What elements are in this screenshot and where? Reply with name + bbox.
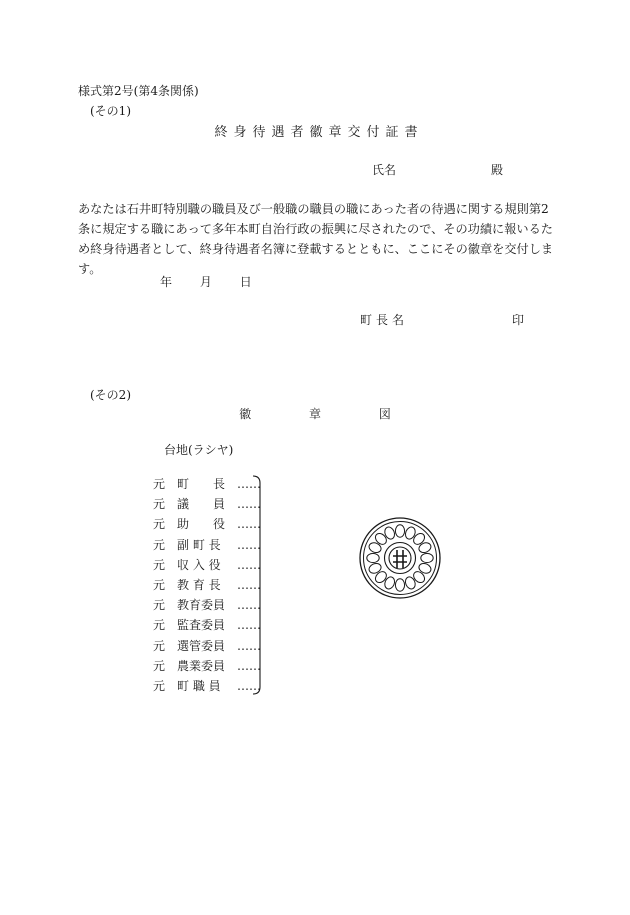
list-item [153, 615, 261, 635]
date-month: 月 [199, 275, 212, 289]
list-item [153, 575, 261, 595]
role-dots: …… [237, 618, 261, 633]
name-honorific: 殿 [491, 163, 504, 177]
part2-label: (その2) [90, 388, 131, 402]
role-dots: …… [237, 477, 261, 491]
role-dots: …… [237, 598, 261, 613]
role-name: 町 職 員 [177, 678, 221, 693]
list-item [153, 555, 261, 575]
role-prefix: 元 [153, 517, 166, 532]
form-id: 様式第2号(第4条関係) [78, 84, 199, 98]
role-name: 教 育 長 [177, 577, 221, 592]
right-brace-icon [250, 474, 266, 696]
role-dots: …… [237, 577, 261, 592]
emblem-petal [395, 579, 404, 591]
seal-mark: 印 [512, 313, 525, 327]
mayor-name-label: 町長名 [360, 313, 409, 327]
emblem-petal [421, 553, 433, 562]
role-name: 収 入 役 [177, 557, 221, 572]
role-dots: …… [237, 497, 261, 512]
role-name: 選管委員 [177, 638, 226, 653]
role-dots: …… [237, 537, 261, 552]
role-name: 町 長 [177, 477, 226, 491]
role-prefix: 元 [153, 598, 166, 613]
role-prefix: 元 [153, 658, 166, 673]
emblem-petal [367, 553, 379, 562]
part1-label: (その1) [90, 104, 131, 118]
certificate-body: あなたは石井町特別職の職員及び一般職の職員の職にあった者の待遇に関する規則第2条に規定する職にあって多年本町自治行政の振興に尽されたので、その功績に報いるため終身待遇者として、終身待遇者名簿に登載するとともに、ここにその徽章を交付します。 [78, 202, 554, 276]
role-name: 助 役 [177, 517, 226, 532]
role-prefix: 元 [153, 618, 166, 633]
base-material-label: 台地(ラシヤ) [164, 443, 234, 457]
role-prefix: 元 [153, 537, 166, 552]
role-prefix: 元 [153, 477, 166, 491]
list-item [153, 656, 261, 676]
role-prefix: 元 [153, 638, 166, 653]
certificate-title: 終身待遇者徽章交付証書 [214, 125, 424, 140]
role-name: 副 町 長 [177, 537, 221, 552]
list-item [153, 595, 261, 615]
role-list [153, 474, 261, 696]
figure-title-char-3: 図 [378, 407, 391, 421]
date-day: 日 [239, 275, 252, 289]
role-prefix: 元 [153, 678, 166, 693]
role-dots: …… [237, 678, 261, 693]
date-year: 年 [160, 275, 173, 289]
role-name: 議 員 [177, 497, 226, 512]
figure-title-char-1: 徽 [239, 407, 252, 421]
list-item [153, 636, 261, 656]
list-item [153, 474, 261, 494]
role-prefix: 元 [153, 557, 166, 572]
figure-title [0, 405, 630, 422]
list-item [153, 535, 261, 555]
role-dots: …… [237, 638, 261, 653]
figure-title-char-2: 章 [308, 407, 321, 421]
role-dots: …… [237, 517, 261, 532]
list-item [153, 676, 261, 696]
chrysanthemum-emblem-icon [358, 516, 442, 600]
role-name: 農業委員 [177, 658, 226, 673]
role-dots: …… [237, 658, 261, 673]
date-line [160, 273, 276, 290]
role-prefix: 元 [153, 577, 166, 592]
list-item [153, 494, 261, 514]
list-item [153, 514, 261, 534]
emblem-petal [395, 525, 404, 537]
role-name: 監査委員 [177, 618, 226, 633]
role-dots: …… [237, 557, 261, 572]
role-prefix: 元 [153, 497, 166, 512]
role-name: 教育委員 [177, 598, 226, 613]
name-label: 氏名 [372, 163, 397, 177]
